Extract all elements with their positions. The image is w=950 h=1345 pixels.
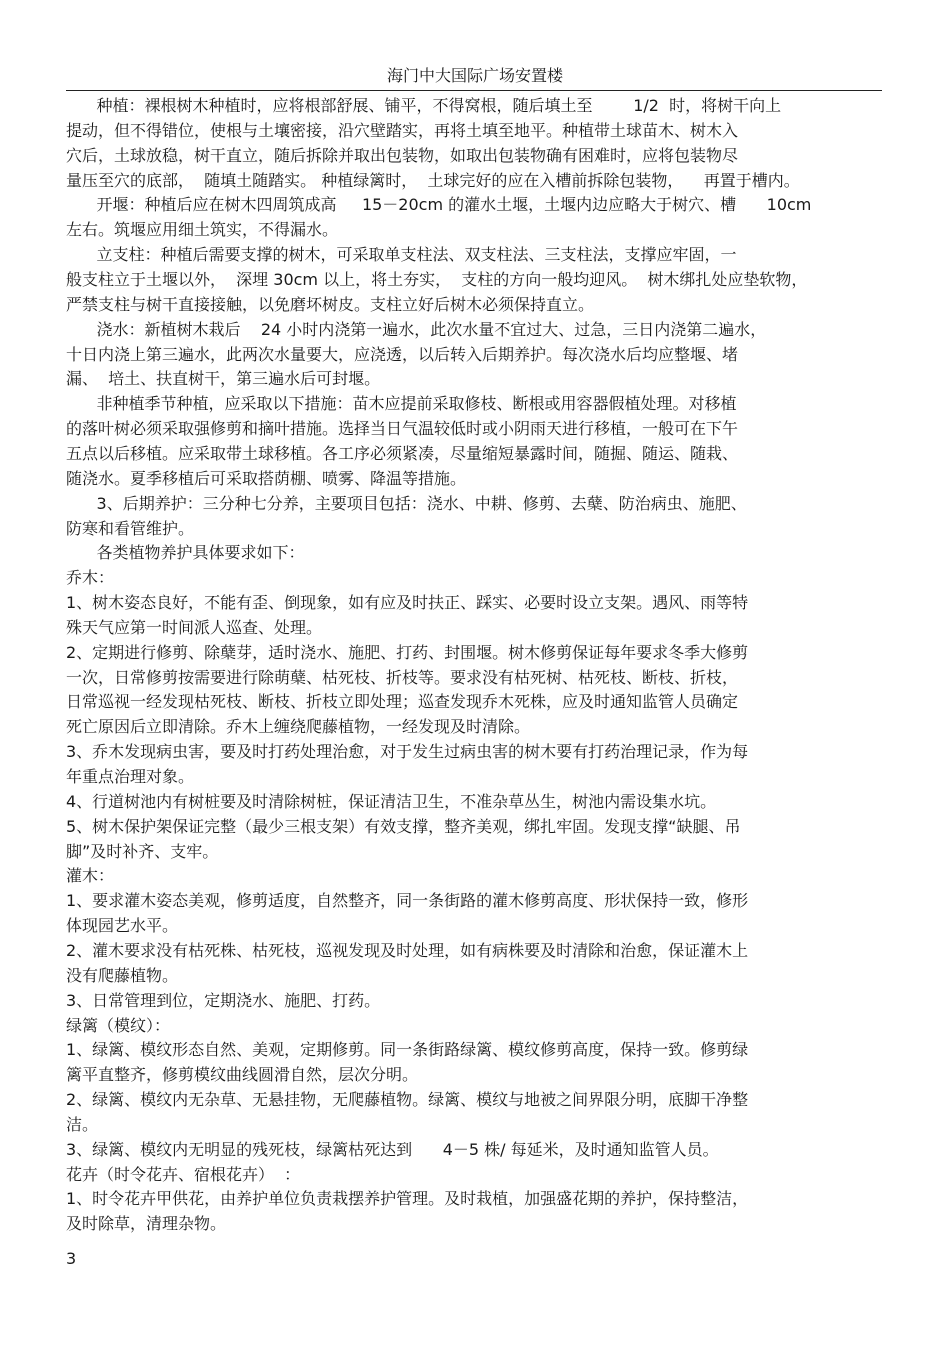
- text-line: 没有爬藤植物。: [66, 965, 179, 985]
- text-line: 灌木：: [66, 866, 115, 886]
- text-line: 五点以后移植。应采取带土球移植。各工序必须紧凑，尽量缩短暴露时间，随掘、随运、随栽、: [66, 443, 739, 463]
- text-line: 漏、 培土、扶直树干，第三遍水后可封堰。: [66, 369, 381, 389]
- text-line: 随浇水。夏季移植后可采取搭荫棚、喷雾、降温等措施。: [66, 468, 467, 488]
- text-line: 4、行道树池内有树桩要及时清除树桩，保证清洁卫生，不准杂草丛生，树池内需设集水坑。: [66, 791, 717, 811]
- text-line: 3、绿篱、模纹内无明显的残死枝，绿篱枯死达到 4－5 株/ 每延米，及时通知监管人员。: [66, 1139, 719, 1159]
- text-line: 5、树木保护架保证完整（最少三根支架）有效支撑，整齐美观，绑扎牢固。发现支撑“缺腿、吊: [66, 816, 741, 836]
- text-line: 严禁支柱与树干直接接触，以免磨坏树皮。支柱立好后树木必须保持直立。: [66, 294, 595, 314]
- text-line: 各类植物养护具体要求如下：: [66, 543, 305, 563]
- text-line: 及时除草，清理杂物。: [66, 1214, 227, 1234]
- text-line: 1、时令花卉甲供花，由养护单位负责栽摆养护管理。及时栽植，加强盛花期的养护，保持整洁，: [66, 1189, 749, 1209]
- header-rule: [66, 90, 882, 91]
- text-line: 3、乔木发现病虫害，要及时打药处理治愈，对于发生过病虫害的树木要有打药治理记录，作为每: [66, 742, 749, 762]
- text-line: 体现园艺水平。: [66, 916, 179, 936]
- text-line: 篱平直整齐，修剪模纹曲线圆滑自然，层次分明。: [66, 1065, 419, 1085]
- text-line: 1、树木姿态良好，不能有歪、倒现象，如有应及时扶正、踩实、必要时设立支架。遇风、雨等特: [66, 593, 749, 612]
- text-line: 脚”及时补齐、支牢。: [66, 841, 219, 861]
- text-line: 浇水：新植树木栽后 24 小时内浇第一遍水，此次水量不宜过大、过急，三日内浇第二遍水，: [66, 319, 767, 339]
- text-line: 种植：裸根树木种植时，应将根部舒展、铺平，不得窝根，随后填土至 1/2 时，将树干向上: [66, 96, 782, 115]
- text-line: 穴后，土球放稳，树干直立，随后拆除并取出包装物，如取出包装物确有困难时，应将包装物尽: [66, 145, 739, 165]
- text-line: 2、绿篱、模纹内无杂草、无悬挂物，无爬藤植物。绿篱、模纹与地被之间界限分明，底脚干净整: [66, 1090, 749, 1109]
- text-line: 防寒和看管维护。: [66, 518, 195, 538]
- page-number: 3: [66, 1249, 77, 1268]
- text-line: 1、要求灌木姿态美观，修剪适度，自然整齐，同一条街路的灌木修剪高度、形状保持一致，修形: [66, 891, 749, 911]
- text-line: 开堰：种植后应在树木四周筑成高 15－20cm 的灌水土堰，土堰内边应略大于树穴、槽 10cm: [66, 195, 812, 215]
- text-line: 非种植季节种植，应采取以下措施：苗木应提前采取修枝、断根或用容器假植处理。对移植: [66, 394, 737, 414]
- text-line: 2、灌木要求没有枯死株、枯死枝，巡视发现及时处理，如有病株要及时清除和治愈，保证灌木上: [66, 940, 749, 960]
- text-line: 殊天气应第一时间派人巡查、处理。: [66, 617, 323, 637]
- text-line: 花卉（时令花卉、宿根花卉） ：: [66, 1164, 301, 1184]
- text-line: 3、日常管理到位，定期浇水、施肥、打药。: [66, 990, 381, 1010]
- text-line: 绿篱（模纹）：: [66, 1015, 171, 1035]
- text-line: 一次，日常修剪按需要进行除萌蘖、枯死枝、折枝等。要求没有枯死树、枯死枝、断枝、折枝，: [66, 667, 739, 687]
- text-line: 的落叶树必须采取强修剪和摘叶措施。选择当日气温较低时或小阴雨天进行移植，一般可在下午: [66, 419, 739, 439]
- text-line: 十日内浇上第三遍水，此两次水量要大，应浇透，以后转入后期养护。每次浇水后均应整堰、堵: [66, 344, 739, 364]
- text-line: 乔木：: [66, 568, 115, 588]
- text-line: 3、后期养护：三分种七分养，主要项目包括：浇水、中耕、修剪、去蘖、防治病虫、施肥、: [66, 493, 747, 513]
- text-line: 量压至穴的底部， 随填土随踏实。 种植绿篱时， 土球完好的应在入槽前拆除包装物， 再置于槽内。: [66, 170, 800, 190]
- text-line: 年重点治理对象。: [66, 767, 195, 786]
- text-line: 提动，但不得错位，使根与土壤密接，沿穴壁踏实，再将土填至地平。种植带土球苗木、树木入: [66, 120, 739, 140]
- page-header: 海门中大国际广场安置楼: [386, 66, 563, 85]
- text-line: 左右。筑堰应用细土筑实，不得漏水。: [66, 220, 339, 240]
- text-line: 死亡原因后立即清除。乔木上缠绕爬藤植物，一经发现及时清除。: [66, 717, 531, 737]
- text-line: 般支柱立于土堰以外， 深埋 30cm 以上，将土夯实， 支柱的方向一般均迎风。 树木绑扎处应垫软物，: [66, 270, 808, 289]
- text-line: 1、绿篱、模纹形态自然、美观，定期修剪。同一条街路绿篱、模纹修剪高度，保持一致。修剪绿: [66, 1040, 749, 1060]
- text-line: 立支柱：种植后需要支撑的树木，可采取单支柱法、双支柱法、三支柱法，支撑应牢固，一: [66, 245, 737, 265]
- text-line: 2、定期进行修剪、除蘖芽，适时浇水、施肥、打药、封围堰。树木修剪保证每年要求冬季大修剪: [66, 642, 749, 662]
- text-line: 日常巡视一经发现枯死枝、断枝、折枝立即处理；巡查发现乔木死株，应及时通知监管人员确定: [66, 692, 739, 712]
- text-line: 洁。: [66, 1114, 99, 1134]
